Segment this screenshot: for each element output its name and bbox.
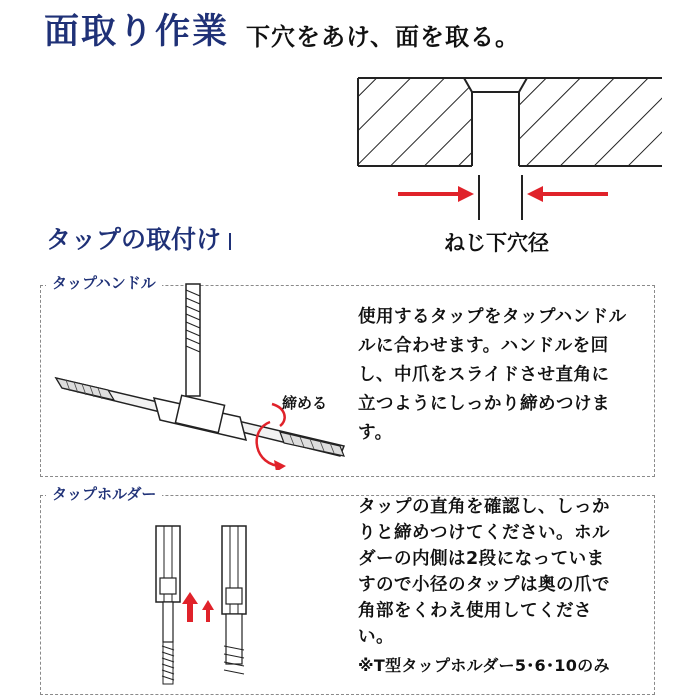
description-line: 角部をくわえ使用してくださ	[358, 601, 592, 621]
description-line: い。	[358, 627, 394, 647]
tap-holder-label: タップホルダー	[46, 484, 162, 504]
description-line: す。	[358, 423, 393, 443]
description-line: りと締めつけてください。ホル	[358, 523, 610, 543]
up-arrow-small	[202, 600, 214, 622]
description-line: し、中爪をスライドさせ直角に	[358, 365, 610, 385]
description-line: タップの直角を確認し、しっか	[358, 497, 610, 517]
arrow-right-head	[458, 186, 474, 202]
handle-jaw	[175, 395, 224, 432]
page-subtitle: 下穴をあけ、面を取る。	[246, 23, 521, 51]
pilot-hole-diagram	[350, 70, 670, 230]
tap-holder-description	[358, 494, 610, 650]
section-title: タップの取付け	[46, 225, 222, 254]
tap-handle-description	[358, 303, 627, 448]
description-line: すので小径のタップは奥の爪で	[358, 575, 610, 595]
tap-left-shank	[163, 602, 173, 642]
arrow-left-head	[527, 186, 543, 202]
section-title-mark	[229, 233, 231, 250]
tap-holder-illustration	[150, 522, 260, 690]
tap-handle-illustration	[50, 280, 350, 470]
tap-holder-note: ※T型タップホルダー5･6･10のみ	[358, 656, 610, 675]
tighten-label: 締める	[282, 394, 328, 412]
holder-left-jaw	[160, 578, 176, 594]
up-arrow-large	[182, 592, 198, 622]
tap-handle-label: タップハンドル	[46, 273, 162, 293]
description-line: 立つようにしっかり締めつけま	[358, 394, 610, 414]
description-line: ダーの内側は2段になっていま	[358, 549, 605, 569]
pilot-hole-label: ねじ下穴径	[444, 231, 549, 255]
page-title: 面取り作業	[44, 12, 230, 52]
rotation-arrow-head	[274, 460, 286, 470]
description-line: ルに合わせます。ハンドルを回	[358, 336, 609, 356]
description-line: 使用するタップをタップハンドル	[358, 307, 627, 327]
knurled-grip-left	[56, 378, 114, 400]
holder-right-jaw	[226, 588, 242, 604]
